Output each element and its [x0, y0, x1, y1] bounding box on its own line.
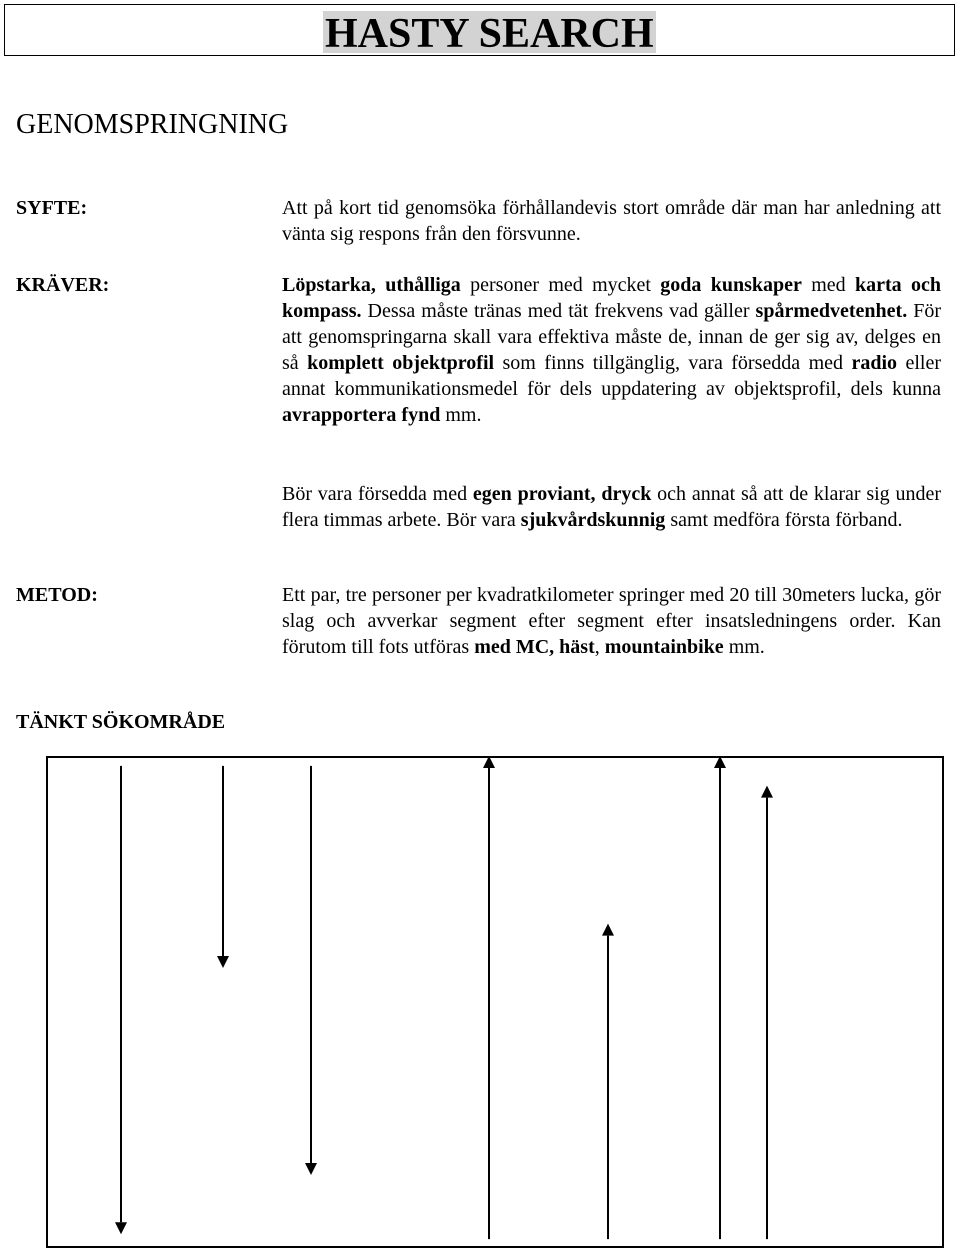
syfte-label: SYFTE: — [16, 197, 88, 219]
text-span: med — [801, 274, 855, 296]
searcher-arrow-down — [305, 766, 317, 1175]
text-span: Bör vara försedda med — [282, 483, 473, 505]
text-span: Ett par, tre personer per kvadratkilometer springer med 20 till 30meters lucka, gör slag och avverkar segment efter segment efter insatsledningens order. Kan förutom till fots utföras — [282, 584, 941, 658]
text-span: och annat så att de klarar sig under flera timmas arbete. Bör vara — [282, 483, 941, 531]
text-bold: mountainbike — [604, 636, 724, 658]
text-bold: med MC, häst — [474, 636, 595, 658]
text-bold: sjukvårdskunnig — [520, 509, 666, 531]
search-area-border — [47, 757, 943, 1247]
text-span: mm. — [723, 636, 765, 658]
kraver-paragraph-2 — [282, 481, 941, 533]
text-bold: egen proviant, dryck — [472, 483, 652, 505]
text-span: För att genomspringarna skall vara effektiva måste de, innan de ger sig av, delges en så — [282, 300, 941, 374]
metod-text — [282, 582, 941, 660]
searcher-arrow-up — [714, 756, 726, 1239]
search-area-heading: TÄNKT SÖKOMRÅDE — [16, 711, 226, 733]
text-span: personer med mycket — [460, 274, 661, 296]
text-bold: goda kunskaper — [660, 274, 802, 296]
text-span: som finns tillgänglig, vara försedda med — [494, 352, 852, 374]
searcher-arrow-up — [602, 924, 614, 1240]
text-span: Dessa måste tränas med tät frekvens vad gäller — [361, 300, 756, 322]
text-bold: Löpstarka, uthålliga — [282, 274, 461, 296]
text-bold: spårmedvetenhet. — [755, 300, 908, 322]
text-span: samt medföra första förband. — [665, 509, 903, 531]
text-span: mm. — [440, 404, 482, 426]
text-bold: avrapportera fynd — [282, 404, 441, 426]
arrowhead — [217, 956, 229, 968]
searcher-arrow-up — [761, 786, 773, 1240]
page-title: HASTY SEARCH — [325, 11, 654, 57]
arrowhead — [761, 786, 773, 798]
text-bold: radio — [851, 352, 898, 374]
page-subtitle: GENOMSPRINGNING — [16, 109, 289, 140]
text-bold: karta och kompass. — [282, 274, 941, 322]
search-area-diagram — [46, 756, 945, 1249]
text-bold: komplett objektprofil — [307, 352, 495, 374]
searcher-arrow-up — [483, 756, 495, 1239]
text-span: eller annat kommunikationsmedel för dels uppdatering av objektsprofil, dels kunna — [282, 352, 942, 400]
text-span: , — [594, 636, 605, 658]
arrowhead — [602, 924, 614, 936]
kraver-label: KRÄVER: — [16, 274, 110, 296]
searcher-arrow-down — [217, 766, 229, 968]
arrowhead — [115, 1222, 127, 1234]
arrowhead — [305, 1163, 317, 1175]
searcher-arrow-down — [115, 766, 127, 1234]
metod-label: METOD: — [16, 584, 98, 606]
syfte-text: Att på kort tid genomsöka förhållandevis stort område där man har anledning att vänta sig respons från den försvunne. — [282, 197, 941, 245]
title-box — [4, 4, 955, 56]
kraver-paragraph-1 — [282, 272, 941, 428]
